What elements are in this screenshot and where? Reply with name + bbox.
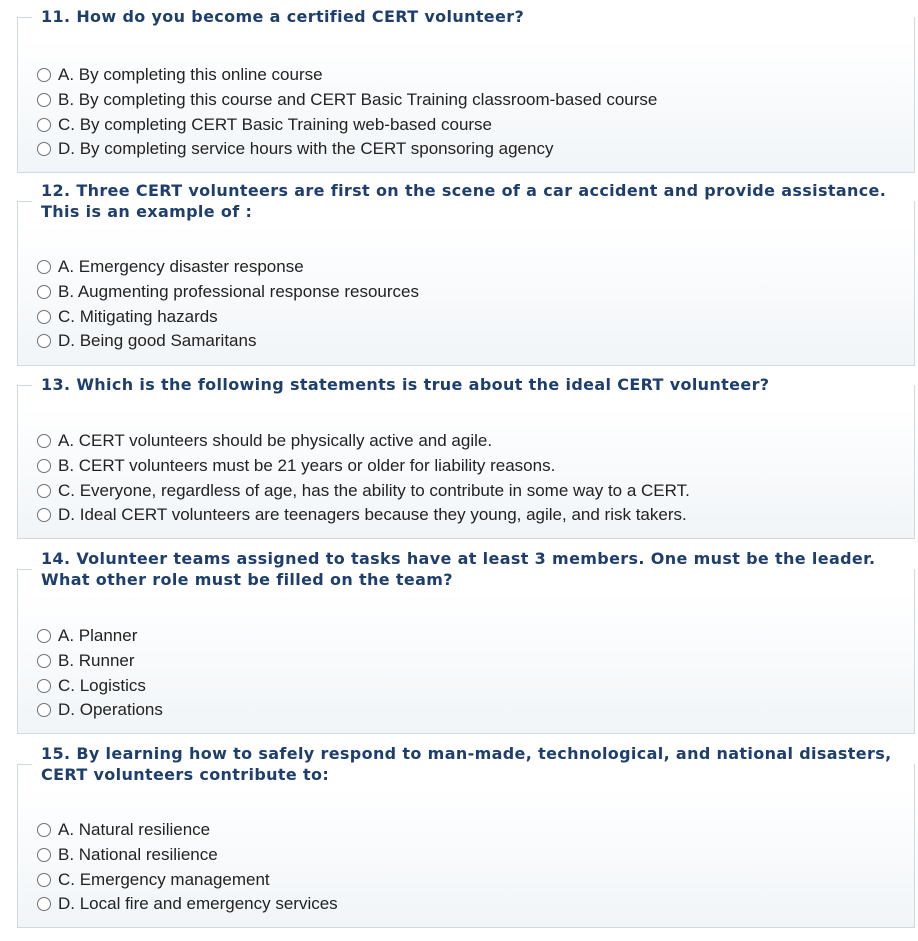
question-13 (17, 375, 915, 539)
option-13c[interactable] (37, 478, 690, 503)
option-label: A. CERT volunteers should be physically active and agile. (58, 431, 493, 451)
option-label: A. By completing this online course (58, 65, 323, 85)
option-label: C. Logistics (58, 675, 146, 695)
option-12d[interactable] (37, 329, 419, 354)
question-14-text: 14. Volunteer teams assigned to tasks have at least 3 members. One must be the leader. What other role must be filled on the team? (41, 548, 900, 590)
question-14-options (37, 624, 163, 723)
option-11b[interactable] (37, 88, 657, 113)
option-14b[interactable] (37, 649, 163, 674)
option-15d[interactable] (37, 892, 338, 917)
option-11a[interactable] (37, 63, 657, 88)
radio-button[interactable] (37, 508, 51, 522)
question-15 (17, 744, 915, 928)
radio-button[interactable] (37, 310, 51, 324)
radio-button[interactable] (37, 873, 51, 887)
question-11-text: 11. How do you become a certified CERT volunteer? (41, 6, 900, 27)
radio-button[interactable] (37, 459, 51, 473)
option-label: D. By completing service hours with the CERT sponsoring agency (58, 139, 554, 159)
radio-button[interactable] (37, 118, 51, 132)
option-12c[interactable] (37, 304, 419, 329)
option-label: B. CERT volunteers must be 21 years or older for liability reasons. (58, 456, 556, 476)
option-label: C. Everyone, regardless of age, has the ability to contribute in some way to a CERT. (58, 480, 690, 500)
radio-button[interactable] (37, 142, 51, 156)
option-label: C. By completing CERT Basic Training web-based course (58, 114, 493, 134)
option-15c[interactable] (37, 867, 338, 892)
option-12b[interactable] (37, 280, 419, 305)
option-label: D. Ideal CERT volunteers are teenagers because they young, agile, and risk takers. (58, 505, 687, 525)
option-label: D. Being good Samaritans (58, 331, 257, 351)
question-14 (17, 549, 915, 734)
radio-button[interactable] (37, 897, 51, 911)
option-label: D. Local fire and emergency services (58, 894, 338, 914)
option-13d[interactable] (37, 503, 690, 528)
option-label: A. Planner (58, 626, 138, 646)
option-13a[interactable] (37, 429, 690, 454)
question-13-text: 13. Which is the following statements is true about the ideal CERT volunteer? (41, 374, 900, 395)
option-label: B. National resilience (58, 845, 218, 865)
question-12 (17, 181, 915, 366)
option-11c[interactable] (37, 112, 657, 137)
radio-button[interactable] (37, 654, 51, 668)
question-12-text: 12. Three CERT volunteers are first on the scene of a car accident and provide assistance. This is an example of : (41, 180, 900, 222)
question-15-text: 15. By learning how to safely respond to man-made, technological, and national disasters, CERT volunteers contribute to: (41, 743, 900, 785)
question-13-options (37, 429, 690, 528)
radio-button[interactable] (37, 260, 51, 274)
radio-button[interactable] (37, 703, 51, 717)
radio-button[interactable] (37, 334, 51, 348)
option-14d[interactable] (37, 698, 163, 723)
radio-button[interactable] (37, 679, 51, 693)
option-label: B. Augmenting professional response resources (58, 282, 419, 302)
question-12-options (37, 255, 419, 354)
option-label: D. Operations (58, 700, 163, 720)
option-13b[interactable] (37, 454, 690, 479)
option-15b[interactable] (37, 843, 338, 868)
option-label: A. Natural resilience (58, 820, 211, 840)
option-14a[interactable] (37, 624, 163, 649)
radio-button[interactable] (37, 629, 51, 643)
radio-button[interactable] (37, 848, 51, 862)
radio-button[interactable] (37, 93, 51, 107)
radio-button[interactable] (37, 285, 51, 299)
radio-button[interactable] (37, 434, 51, 448)
option-14c[interactable] (37, 673, 163, 698)
question-11 (17, 7, 915, 173)
option-label: C. Emergency management (58, 869, 270, 889)
option-12a[interactable] (37, 255, 419, 280)
radio-button[interactable] (37, 484, 51, 498)
question-11-options (37, 63, 657, 162)
option-label: B. By completing this course and CERT Basic Training classroom-based course (58, 90, 658, 110)
option-label: C. Mitigating hazards (58, 306, 218, 326)
option-label: A. Emergency disaster response (58, 257, 304, 277)
radio-button[interactable] (37, 68, 51, 82)
option-label: B. Runner (58, 651, 135, 671)
question-15-options (37, 818, 338, 917)
option-15a[interactable] (37, 818, 338, 843)
option-11d[interactable] (37, 137, 657, 162)
radio-button[interactable] (37, 823, 51, 837)
